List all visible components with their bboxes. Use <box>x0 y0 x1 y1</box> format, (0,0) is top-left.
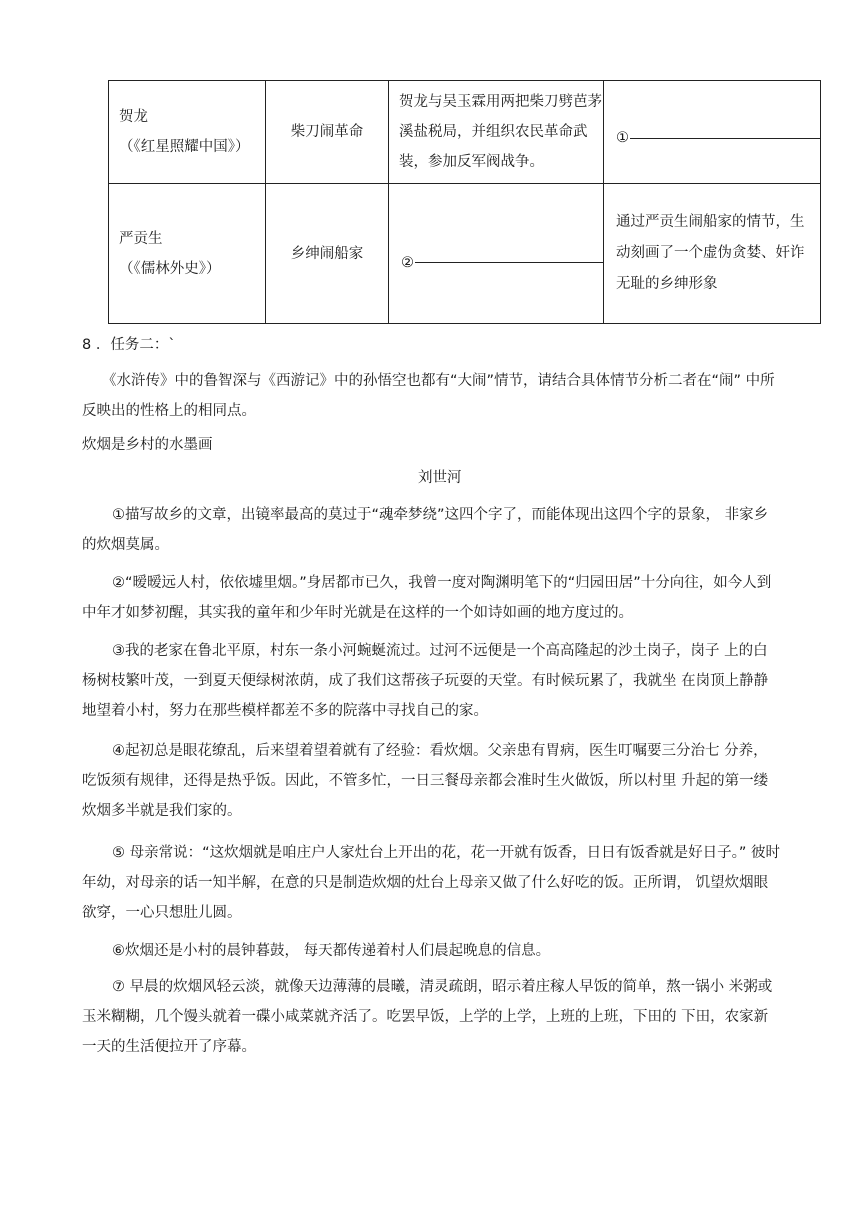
comparison-table <box>108 80 821 324</box>
person-source: （《红星照耀中国》） <box>119 139 250 155</box>
person-cell <box>109 184 266 324</box>
answer-blank-cell <box>389 184 604 324</box>
person-name: 贺龙 <box>119 109 148 125</box>
person-name: 严贡生 <box>119 230 163 247</box>
task-heading: 8 ．任务二：` <box>82 337 176 353</box>
person-source: （《儒林外史》） <box>119 260 221 277</box>
answer-blank-line[interactable] <box>630 138 820 139</box>
article-author: 刘世河 <box>418 470 462 486</box>
event-cell: 柴刀闹革命 <box>266 81 389 184</box>
analysis-cell: 通过严贡生闹船家的情节，生动刻画了一个虚伪贪婪、奸诈无耻的乡绅形象 <box>604 184 821 324</box>
paragraph-1: ①描写故乡的文章，出镜率最高的莫过于“魂牵梦绕”这四个字了，而能体现出这四个字的景象， 非家乡的炊烟莫属。 <box>82 507 769 553</box>
table-row <box>109 81 821 184</box>
blank-marker: ① <box>616 130 629 146</box>
paragraph-3: ③我的老家在鲁北平原，村东一条小河蜿蜒流过。过河不远便是一个高高隆起的沙土岗子，岗子 上的白杨树枝繁叶茂，一到夏天便绿树浓荫，成了我们这帮孩子玩耍的天堂。有时候玩累了，我就坐 在岗顶上静静地望着小村，努力在那些模样都差不多的院落中寻找自己的家。 <box>82 643 769 719</box>
paragraph-4: ④起初总是眼花缭乱，后来望着望着就有了经验：看炊烟。父亲患有胃病，医生叮嘱要三分治七 分养，吃饭须有规律，还得是热乎饭。因此，不管多忙，一日三餐母亲都会准时生火做饭，所以村里 升起的第一缕炊烟多半就是我们家的。 <box>82 743 769 819</box>
paragraph-5: ⑤ 母亲常说：“这炊烟就是咱庄户人家灶台上开出的花，花一开就有饭香，日日有饭香就是好日子。” 彼时年幼，对母亲的话一知半解，在意的只是制造炊烟的灶台上母亲又做了什么好吃的饭。正所谓， 饥望炊烟眼欲穿，一心只想肚儿圆。 <box>82 845 780 921</box>
table-row <box>109 184 821 324</box>
paragraph-2: ②“暧暧远人村，依依墟里烟。”身居都市已久，我曾一度对陶渊明笔下的“归园田居”十分向往，如今人到中年才如梦初醒，其实我的童年和少年时光就是在这样的一个如诗如画的地方度过的。 <box>82 575 772 621</box>
event-cell: 乡绅闹船家 <box>266 184 389 324</box>
answer-blank-cell <box>604 81 821 184</box>
detail-cell <box>389 81 604 184</box>
article-title: 炊烟是乡村的水墨画 <box>82 437 213 453</box>
paragraph-6: ⑥炊烟还是小村的晨钟暮鼓， 每天都传递着村人们晨起晚息的信息。 <box>112 943 551 959</box>
paragraph-7: ⑦ 早晨的炊烟风轻云淡，就像天边薄薄的晨曦，清灵疏朗，昭示着庄稼人早饭的简单，熬一锅小 米粥或玉米糊糊，几个馒头就着一碟小咸菜就齐活了。吃罢早饭，上学的上学，上班的上班，下田的 下田，农家新一天的生活便拉开了序幕。 <box>82 979 773 1055</box>
task-prompt: 《水浒传》中的鲁智深与《西游记》中的孙悟空也都有“大闹”情节，请结合具体情节分析二者在“闹” 中所反映出的性格上的相同点。 <box>82 373 775 419</box>
answer-blank-line[interactable] <box>415 262 603 263</box>
blank-marker: ② <box>401 255 414 271</box>
person-cell <box>109 81 266 184</box>
detail-text: 贺龙与吴玉霖用两把柴刀劈芭茅溪盐税局，并组织农民革命武装，参加反军阀战争。 <box>399 94 602 170</box>
